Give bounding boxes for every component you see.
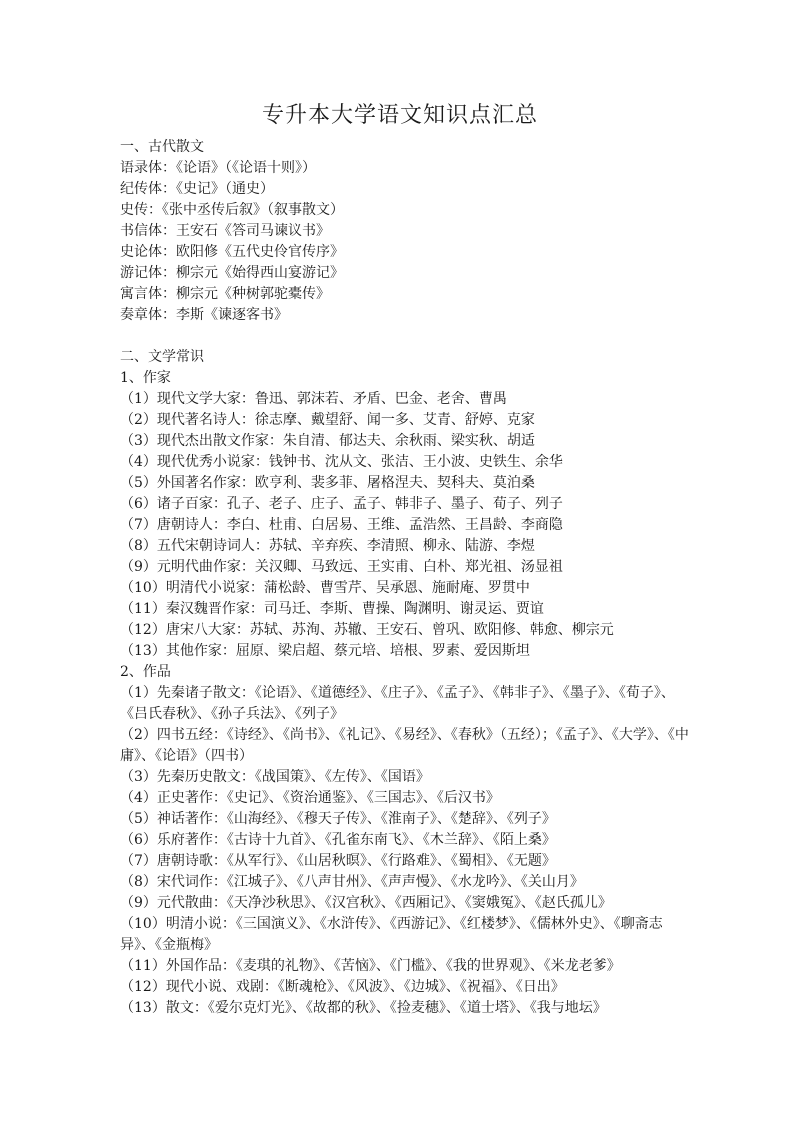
author-item: （4）现代优秀小说家：钱钟书、沈从文、张洁、王小波、史铁生、余华 — [120, 454, 563, 470]
work-item: （13）散文：《爱尔克灯光》、《故都的秋》、《捡麦穗》、《道士塔》、《我与地坛》 — [120, 1000, 607, 1016]
section1-heading: 一、古代散文 — [120, 139, 204, 155]
author-item: （11）秦汉魏晋作家：司马迁、李斯、曹操、陶渊明、谢灵运、贾谊 — [120, 601, 544, 617]
author-item: （8）五代宋朝诗词人：苏轼、辛弃疾、李清照、柳永、陆游、李煜 — [120, 538, 535, 554]
spacer — [120, 326, 690, 347]
section1-item: 语录体：《论语》（《论语十则》） — [120, 160, 316, 176]
section1-item: 史传：《张中丞传后叙》（叙事散文） — [120, 202, 344, 218]
document-body — [120, 137, 690, 1019]
section1-item: 奏章体：李斯《谏逐客书》 — [120, 307, 288, 323]
author-item: （6）诸子百家：孔子、老子、庄子、孟子、韩非子、墨子、荀子、列子 — [120, 496, 563, 512]
section2-heading: 二、文学常识 — [120, 349, 204, 365]
work-item: （5）神话著作：《山海经》、《穆天子传》、《淮南子》、《楚辞》、《列子》 — [120, 811, 556, 827]
work-item: （2）四书五经：《诗经》、《尚书》、《礼记》、《易经》、《春秋》（五经）；《孟子》、《大学》、《中庸》、《论语》（四书） — [120, 727, 689, 764]
work-item: （11）外国作品：《麦琪的礼物》、《苦恼》、《门槛》、《我的世界观》、《米龙老爹》 — [120, 958, 621, 974]
section1-item: 寓言体：柳宗元《种树郭驼橐传》 — [120, 286, 330, 302]
author-item: （2）现代著名诗人：徐志摩、戴望舒、闻一多、艾青、舒婷、克家 — [120, 412, 535, 428]
author-item: （5）外国著名作家：欧亨利、裴多菲、屠格涅夫、契科夫、莫泊桑 — [120, 475, 535, 491]
section1-item: 游记体：柳宗元《始得西山宴游记》 — [120, 265, 344, 281]
works-heading: 2、作品 — [120, 664, 171, 680]
work-item: （3）先秦历史散文：《战国策》、《左传》、《国语》 — [120, 769, 430, 785]
author-item: （7）唐朝诗人：李白、杜甫、白居易、王维、孟浩然、王昌龄、李商隐 — [120, 517, 563, 533]
section1-item: 史论体：欧阳修《五代史伶官传序》 — [120, 244, 344, 260]
work-item: （1）先秦诸子散文：《论语》、《道德经》、《庄子》、《孟子》、《韩非子》、《墨子》、《荀子》、《吕氏春秋》、《孙子兵法》、《列子》 — [120, 685, 675, 722]
author-item: （9）元明代曲作家：关汉卿、马致远、王实甫、白朴、郑光祖、汤显祖 — [120, 559, 563, 575]
work-item: （4）正史著作：《史记》、《资治通鉴》、《三国志》、《后汉书》 — [120, 790, 500, 806]
author-item: （10）明清代小说家：蒲松龄、曹雪芹、吴承恩、施耐庵、罗贯中 — [120, 580, 530, 596]
author-item: （12）唐宋八大家：苏轼、苏洵、苏辙、王安石、曾巩、欧阳修、韩愈、柳宗元 — [120, 622, 614, 638]
author-item: （13）其他作家：屈原、梁启超、蔡元培、培根、罗素、爱因斯坦 — [120, 643, 530, 659]
page-title: 专升本大学语文知识点汇总 — [261, 103, 538, 128]
section1-item: 书信体：王安石《答司马谏议书》 — [120, 223, 330, 239]
work-item: （8）宋代词作：《江城子》、《八声甘州》、《声声慢》、《水龙吟》、《关山月》 — [120, 874, 584, 890]
work-item: （7）唐朝诗歌：《从军行》、《山居秋暝》、《行路难》、《蜀相》、《无题》 — [120, 853, 556, 869]
authors-heading: 1、作家 — [120, 370, 171, 386]
work-item: （12）现代小说、戏剧：《断魂枪》、《风波》、《边城》、《祝福》、《日出》 — [120, 979, 565, 995]
author-item: （3）现代杰出散文作家：朱自清、郁达夫、余秋雨、梁实秋、胡适 — [120, 433, 535, 449]
section1-item: 纪传体：《史记》（通史） — [120, 181, 274, 197]
work-item: （10）明清小说：《三国演义》、《水浒传》、《西游记》、《红楼梦》、《儒林外史》、《聊斋志异》、《金瓶梅》 — [120, 916, 663, 953]
author-item: （1）现代文学大家：鲁迅、郭沫若、矛盾、巴金、老舍、曹禺 — [120, 391, 507, 407]
work-item: （6）乐府著作：《古诗十九首》、《孔雀东南飞》、《木兰辞》、《陌上桑》 — [120, 832, 556, 848]
work-item: （9）元代散曲：《天净沙秋思》、《汉宫秋》、《西厢记》、《窦娥冤》、《赵氏孤儿》 — [120, 895, 612, 911]
